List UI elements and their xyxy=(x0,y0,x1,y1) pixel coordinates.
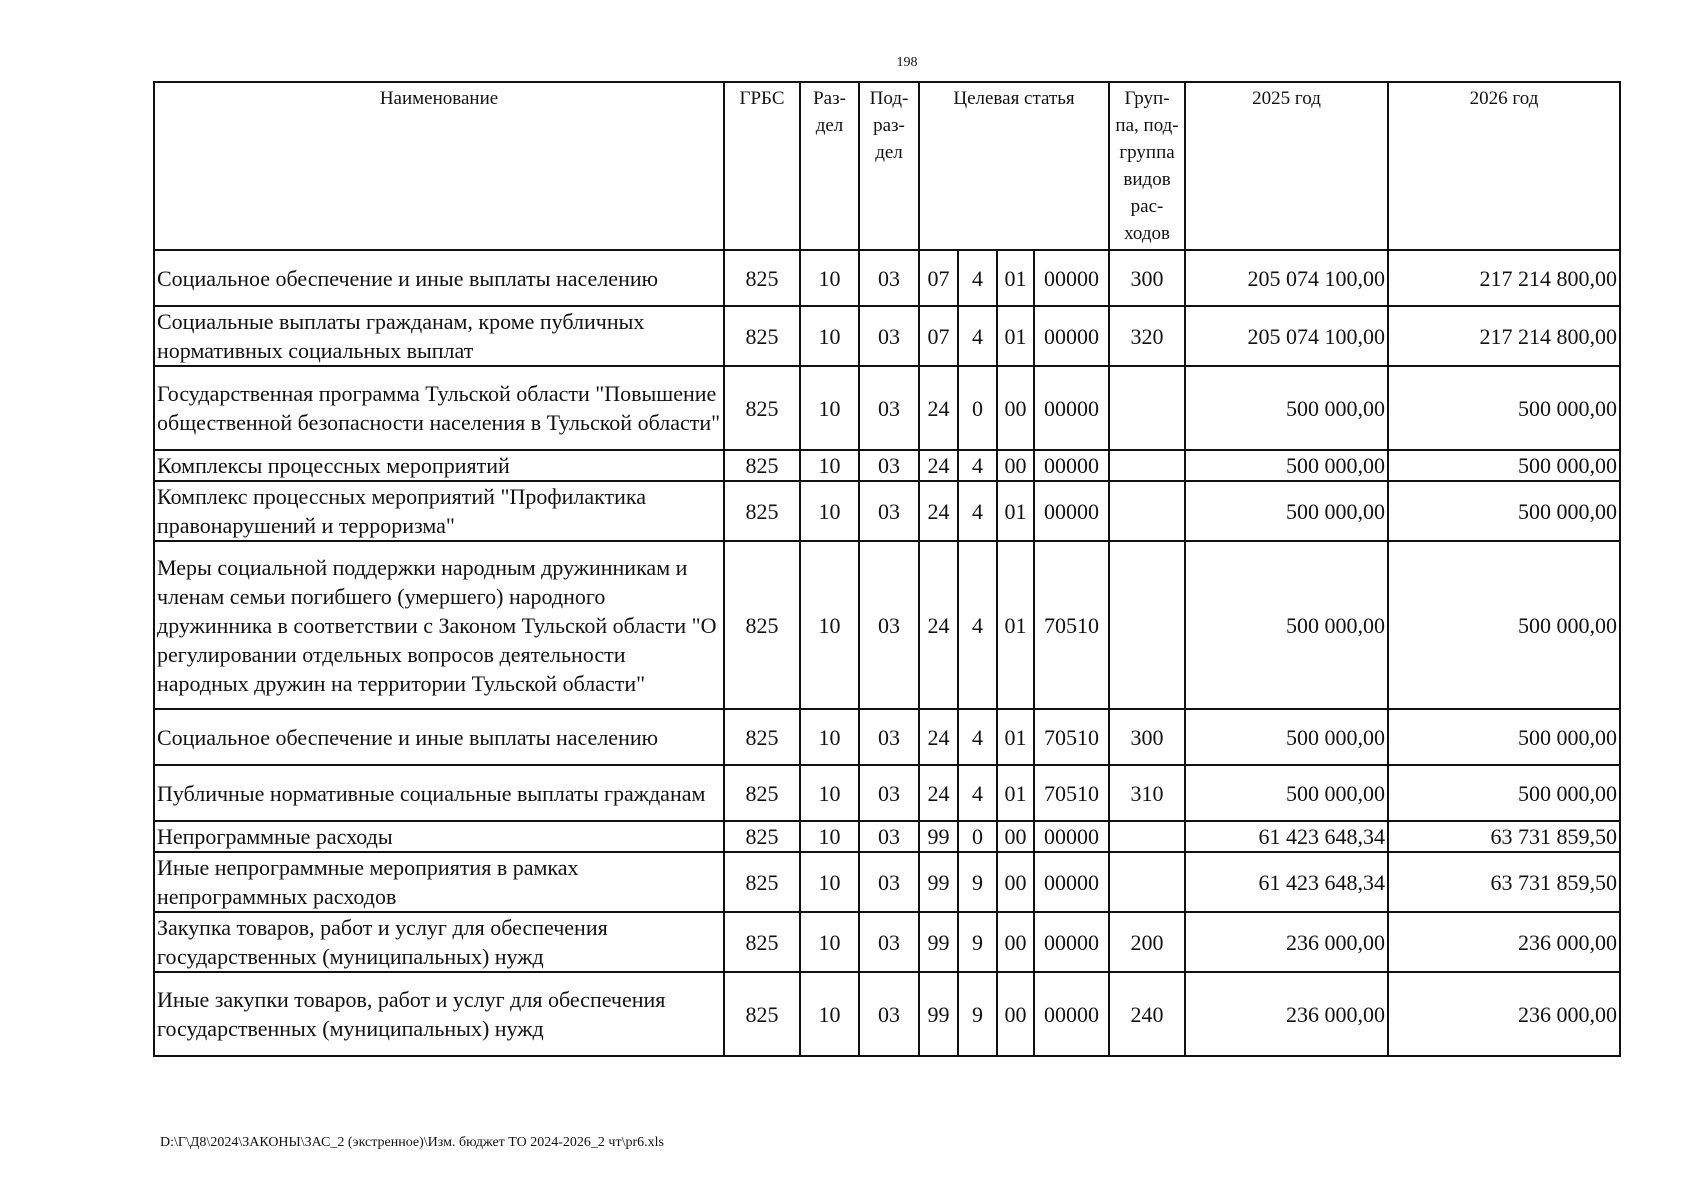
target-program-cell: 99 xyxy=(919,912,958,972)
razdel-cell: 10 xyxy=(800,765,859,821)
razdel-cell: 10 xyxy=(800,481,859,541)
table-header-row xyxy=(154,82,1620,250)
expense-group-cell xyxy=(1109,852,1185,912)
expense-group-cell: 300 xyxy=(1109,709,1185,765)
razdel-cell: 10 xyxy=(800,541,859,709)
header-year-2026: 2026 год xyxy=(1388,82,1620,250)
target-direction-cell: 00000 xyxy=(1034,972,1109,1056)
table-row xyxy=(154,541,1620,709)
budget-table xyxy=(153,81,1621,1057)
amount-2025-cell: 500 000,00 xyxy=(1185,765,1388,821)
target-direction-cell: 00000 xyxy=(1034,481,1109,541)
row-name-cell: Публичные нормативные социальные выплаты гражданам xyxy=(154,765,724,821)
target-program-cell: 24 xyxy=(919,450,958,481)
target-direction-cell: 70510 xyxy=(1034,765,1109,821)
grbs-cell: 825 xyxy=(724,972,800,1056)
expense-group-cell: 300 xyxy=(1109,250,1185,306)
row-name-cell: Иные непрограммные мероприятия в рамках непрограммных расходов xyxy=(154,852,724,912)
amount-2026-cell: 500 000,00 xyxy=(1388,450,1620,481)
header-year-2025: 2025 год xyxy=(1185,82,1388,250)
amount-2025-cell: 500 000,00 xyxy=(1185,541,1388,709)
row-name-cell: Комплексы процессных мероприятий xyxy=(154,450,724,481)
target-subprogram-cell: 00 xyxy=(997,821,1034,852)
row-name-cell: Социальные выплаты гражданам, кроме публичных нормативных социальных выплат xyxy=(154,306,724,366)
row-name-cell: Социальное обеспечение и иные выплаты населению xyxy=(154,250,724,306)
amount-2025-cell: 236 000,00 xyxy=(1185,912,1388,972)
podrazdel-cell: 03 xyxy=(859,972,919,1056)
razdel-cell: 10 xyxy=(800,912,859,972)
target-type-cell: 9 xyxy=(958,972,997,1056)
amount-2026-cell: 63 731 859,50 xyxy=(1388,852,1620,912)
expense-group-cell xyxy=(1109,541,1185,709)
target-program-cell: 24 xyxy=(919,709,958,765)
target-direction-cell: 00000 xyxy=(1034,852,1109,912)
target-subprogram-cell: 00 xyxy=(997,912,1034,972)
podrazdel-cell: 03 xyxy=(859,821,919,852)
target-direction-cell: 00000 xyxy=(1034,366,1109,450)
amount-2025-cell: 236 000,00 xyxy=(1185,972,1388,1056)
target-program-cell: 99 xyxy=(919,852,958,912)
target-type-cell: 4 xyxy=(958,450,997,481)
target-type-cell: 4 xyxy=(958,709,997,765)
expense-group-cell xyxy=(1109,366,1185,450)
table-row xyxy=(154,821,1620,852)
target-subprogram-cell: 01 xyxy=(997,541,1034,709)
amount-2026-cell: 500 000,00 xyxy=(1388,366,1620,450)
target-program-cell: 24 xyxy=(919,541,958,709)
amount-2026-cell: 236 000,00 xyxy=(1388,912,1620,972)
row-name-cell: Комплекс процессных мероприятий "Профилактика правонарушений и терроризма" xyxy=(154,481,724,541)
amount-2025-cell: 500 000,00 xyxy=(1185,481,1388,541)
table-row xyxy=(154,912,1620,972)
amount-2025-cell: 500 000,00 xyxy=(1185,450,1388,481)
target-subprogram-cell: 01 xyxy=(997,709,1034,765)
footer-file-path: D:\Г\Д8\2024\ЗАКОНЫ\ЗАС_2 (экстренное)\Изм. бюджет ТО 2024-2026_2 чт\pr6.xls xyxy=(160,1135,664,1150)
row-name-cell: Меры социальной поддержки народным дружинникам и членам семьи погибшего (умершего) народного дружинника в соответствии с Законом Тульской области "О регулировании отдельных вопросов деятельности народных дружин на территории Тульской области" xyxy=(154,541,724,709)
table-row xyxy=(154,765,1620,821)
grbs-cell: 825 xyxy=(724,541,800,709)
podrazdel-cell: 03 xyxy=(859,852,919,912)
table-row xyxy=(154,450,1620,481)
target-subprogram-cell: 01 xyxy=(997,765,1034,821)
table-row xyxy=(154,972,1620,1056)
target-subprogram-cell: 00 xyxy=(997,366,1034,450)
target-subprogram-cell: 00 xyxy=(997,450,1034,481)
table-row xyxy=(154,306,1620,366)
podrazdel-cell: 03 xyxy=(859,912,919,972)
header-name: Наименование xyxy=(154,82,724,250)
expense-group-cell: 310 xyxy=(1109,765,1185,821)
target-subprogram-cell: 01 xyxy=(997,306,1034,366)
expense-group-cell: 200 xyxy=(1109,912,1185,972)
target-type-cell: 9 xyxy=(958,852,997,912)
header-razdel: Раз- дел xyxy=(800,82,859,250)
expense-group-cell: 320 xyxy=(1109,306,1185,366)
amount-2025-cell: 61 423 648,34 xyxy=(1185,852,1388,912)
amount-2026-cell: 500 000,00 xyxy=(1388,709,1620,765)
table-row xyxy=(154,481,1620,541)
target-direction-cell: 70510 xyxy=(1034,541,1109,709)
row-name-cell: Непрограммные расходы xyxy=(154,821,724,852)
target-type-cell: 4 xyxy=(958,765,997,821)
amount-2025-cell: 500 000,00 xyxy=(1185,366,1388,450)
target-type-cell: 4 xyxy=(958,250,997,306)
target-program-cell: 24 xyxy=(919,366,958,450)
grbs-cell: 825 xyxy=(724,709,800,765)
target-program-cell: 24 xyxy=(919,765,958,821)
grbs-cell: 825 xyxy=(724,366,800,450)
target-direction-cell: 00000 xyxy=(1034,306,1109,366)
podrazdel-cell: 03 xyxy=(859,481,919,541)
target-type-cell: 4 xyxy=(958,541,997,709)
podrazdel-cell: 03 xyxy=(859,541,919,709)
razdel-cell: 10 xyxy=(800,852,859,912)
header-podrazdel: Под- раз- дел xyxy=(859,82,919,250)
grbs-cell: 825 xyxy=(724,306,800,366)
target-direction-cell: 00000 xyxy=(1034,821,1109,852)
table-row xyxy=(154,852,1620,912)
target-program-cell: 99 xyxy=(919,821,958,852)
podrazdel-cell: 03 xyxy=(859,765,919,821)
grbs-cell: 825 xyxy=(724,450,800,481)
razdel-cell: 10 xyxy=(800,366,859,450)
razdel-cell: 10 xyxy=(800,250,859,306)
header-celevaya-statya: Целевая статья xyxy=(919,82,1109,250)
amount-2025-cell: 205 074 100,00 xyxy=(1185,250,1388,306)
table-row xyxy=(154,366,1620,450)
amount-2025-cell: 205 074 100,00 xyxy=(1185,306,1388,366)
target-program-cell: 99 xyxy=(919,972,958,1056)
target-program-cell: 07 xyxy=(919,250,958,306)
table-row xyxy=(154,709,1620,765)
amount-2026-cell: 500 000,00 xyxy=(1388,541,1620,709)
amount-2026-cell: 217 214 800,00 xyxy=(1388,306,1620,366)
amount-2025-cell: 61 423 648,34 xyxy=(1185,821,1388,852)
header-gruppa-vidov-rashodov: Груп- па, под- группа видов рас- ходов xyxy=(1109,82,1185,250)
amount-2026-cell: 236 000,00 xyxy=(1388,972,1620,1056)
target-type-cell: 0 xyxy=(958,821,997,852)
amount-2026-cell: 217 214 800,00 xyxy=(1388,250,1620,306)
row-name-cell: Закупка товаров, работ и услуг для обеспечения государственных (муниципальных) нужд xyxy=(154,912,724,972)
expense-group-cell xyxy=(1109,450,1185,481)
target-type-cell: 0 xyxy=(958,366,997,450)
expense-group-cell xyxy=(1109,821,1185,852)
grbs-cell: 825 xyxy=(724,852,800,912)
target-subprogram-cell: 01 xyxy=(997,250,1034,306)
podrazdel-cell: 03 xyxy=(859,306,919,366)
target-subprogram-cell: 01 xyxy=(997,481,1034,541)
page-number: 198 xyxy=(896,55,918,70)
grbs-cell: 825 xyxy=(724,821,800,852)
target-direction-cell: 70510 xyxy=(1034,709,1109,765)
target-program-cell: 07 xyxy=(919,306,958,366)
row-name-cell: Иные закупки товаров, работ и услуг для обеспечения государственных (муниципальных) нужд xyxy=(154,972,724,1056)
podrazdel-cell: 03 xyxy=(859,250,919,306)
grbs-cell: 825 xyxy=(724,765,800,821)
grbs-cell: 825 xyxy=(724,250,800,306)
grbs-cell: 825 xyxy=(724,481,800,541)
razdel-cell: 10 xyxy=(800,709,859,765)
podrazdel-cell: 03 xyxy=(859,709,919,765)
header-grbs: ГРБС xyxy=(724,82,800,250)
target-type-cell: 4 xyxy=(958,306,997,366)
podrazdel-cell: 03 xyxy=(859,366,919,450)
target-subprogram-cell: 00 xyxy=(997,972,1034,1056)
row-name-cell: Социальное обеспечение и иные выплаты населению xyxy=(154,709,724,765)
amount-2025-cell: 500 000,00 xyxy=(1185,709,1388,765)
amount-2026-cell: 500 000,00 xyxy=(1388,481,1620,541)
target-direction-cell: 00000 xyxy=(1034,450,1109,481)
target-direction-cell: 00000 xyxy=(1034,912,1109,972)
podrazdel-cell: 03 xyxy=(859,450,919,481)
expense-group-cell xyxy=(1109,481,1185,541)
target-direction-cell: 00000 xyxy=(1034,250,1109,306)
table-row xyxy=(154,250,1620,306)
row-name-cell: Государственная программа Тульской области "Повышение общественной безопасности населения в Тульской области" xyxy=(154,366,724,450)
grbs-cell: 825 xyxy=(724,912,800,972)
amount-2026-cell: 500 000,00 xyxy=(1388,765,1620,821)
razdel-cell: 10 xyxy=(800,450,859,481)
expense-group-cell: 240 xyxy=(1109,972,1185,1056)
amount-2026-cell: 63 731 859,50 xyxy=(1388,821,1620,852)
razdel-cell: 10 xyxy=(800,972,859,1056)
target-type-cell: 4 xyxy=(958,481,997,541)
razdel-cell: 10 xyxy=(800,306,859,366)
target-subprogram-cell: 00 xyxy=(997,852,1034,912)
target-type-cell: 9 xyxy=(958,912,997,972)
target-program-cell: 24 xyxy=(919,481,958,541)
razdel-cell: 10 xyxy=(800,821,859,852)
